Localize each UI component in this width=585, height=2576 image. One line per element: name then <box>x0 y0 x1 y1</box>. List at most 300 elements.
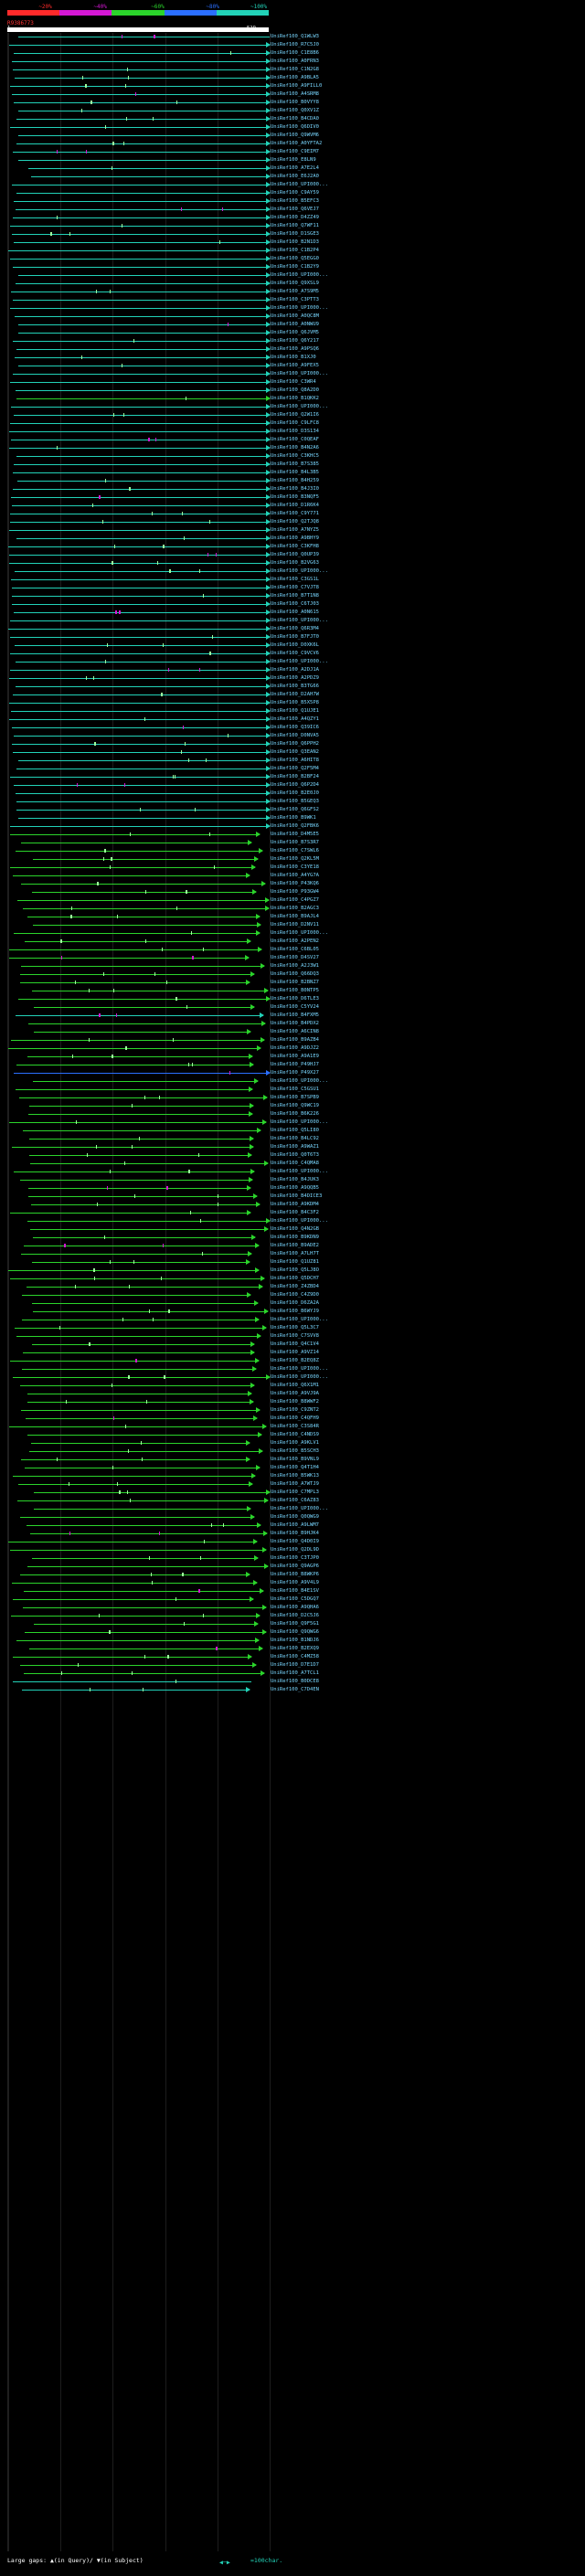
subject-label[interactable]: UniRef100_C3GS1L <box>271 577 319 582</box>
hit-row[interactable] <box>8 970 270 979</box>
subject-label[interactable]: UniRef100_Z4ZBD4 <box>271 1284 319 1289</box>
subject-label[interactable]: UniRef100_B9VNL9 <box>271 1457 319 1462</box>
subject-label[interactable]: UniRef100_B2BNZ7 <box>271 980 319 985</box>
hit-row[interactable] <box>8 1044 270 1053</box>
subject-label[interactable]: UniRef100_B2AGC3 <box>271 906 319 911</box>
hit-row[interactable] <box>8 1653 270 1661</box>
subject-label[interactable]: UniRef100_P93GW4 <box>271 889 319 895</box>
hit-row[interactable] <box>8 58 270 66</box>
hit-row[interactable] <box>8 1316 270 1324</box>
hit-row[interactable] <box>8 1291 270 1299</box>
subject-label[interactable]: UniRef100_C9ZNT2 <box>271 1407 319 1413</box>
subject-label[interactable]: UniRef100_Q9WC19 <box>271 1103 319 1108</box>
hit-row[interactable] <box>8 428 270 436</box>
hit-row[interactable] <box>8 526 270 535</box>
hit-row[interactable] <box>8 436 270 444</box>
hit-row[interactable] <box>8 1275 270 1283</box>
subject-label[interactable]: UniRef100_Q39IC6 <box>271 725 319 730</box>
subject-label[interactable]: UniRef100_Q8A2D0 <box>271 387 319 393</box>
subject-label[interactable]: UniRef100_B2EQ8Z <box>271 1358 319 1363</box>
subject-label[interactable]: UniRef100_A9PSQ6 <box>271 346 319 352</box>
hit-row[interactable] <box>8 173 270 181</box>
subject-label[interactable]: UniRef100_B4FXM5 <box>271 1012 319 1018</box>
subject-label[interactable]: UniRef100_A9KLV1 <box>271 1440 319 1446</box>
hit-row[interactable] <box>8 1012 270 1020</box>
subject-label[interactable]: UniRef100_A6HIT8 <box>271 758 319 763</box>
hit-row[interactable] <box>8 600 270 609</box>
subject-label[interactable]: UniRef100_Q2DL9D <box>271 1547 319 1553</box>
subject-label[interactable]: UniRef100_B4LC92 <box>271 1136 319 1141</box>
subject-label[interactable]: UniRef100_A0FRN3 <box>271 58 319 64</box>
hit-row[interactable] <box>8 403 270 411</box>
hit-row[interactable] <box>8 140 270 148</box>
hit-row[interactable] <box>8 1357 270 1365</box>
hit-row[interactable] <box>8 773 270 781</box>
hit-row[interactable] <box>8 1341 270 1349</box>
hit-row[interactable] <box>8 395 270 403</box>
hit-row[interactable] <box>8 839 270 847</box>
subject-label[interactable]: UniRef100_C4Z9D0 <box>271 1292 319 1298</box>
subject-label[interactable]: UniRef100_C1E8B6 <box>271 50 319 56</box>
hit-row[interactable] <box>8 987 270 995</box>
hit-row[interactable] <box>8 946 270 954</box>
hit-row[interactable] <box>8 929 270 938</box>
hit-row[interactable] <box>8 880 270 888</box>
subject-label[interactable]: UniRef100_B6WYJ9 <box>271 1309 319 1314</box>
hit-row[interactable] <box>8 296 270 304</box>
hit-row[interactable] <box>8 1094 270 1102</box>
subject-label[interactable]: UniRef100_D6ZA2A <box>271 1300 319 1306</box>
subject-label[interactable]: UniRef100_UPI000... <box>271 930 328 936</box>
subject-label[interactable]: UniRef100_Q2W1I6 <box>271 412 319 418</box>
subject-label[interactable]: UniRef100_B3TG66 <box>271 684 319 689</box>
hit-row[interactable] <box>8 444 270 452</box>
hit-row[interactable] <box>8 164 270 173</box>
subject-label[interactable]: UniRef100_UPI000... <box>271 1078 328 1084</box>
hit-row[interactable] <box>8 617 270 625</box>
hit-row[interactable] <box>8 864 270 872</box>
hit-row[interactable] <box>8 831 270 839</box>
subject-label[interactable]: UniRef100_A9BLA5 <box>271 75 319 80</box>
subject-label[interactable]: UniRef100_B2EXQ9 <box>271 1646 319 1651</box>
hit-row[interactable] <box>8 247 270 255</box>
hit-row[interactable] <box>8 1464 270 1472</box>
hit-row[interactable] <box>8 271 270 280</box>
hit-row[interactable] <box>8 411 270 419</box>
hit-row[interactable] <box>8 765 270 773</box>
hit-row[interactable] <box>8 1546 270 1554</box>
subject-label[interactable]: UniRef100_C1B2P4 <box>271 248 319 253</box>
subject-label[interactable]: UniRef100_Q9WVM6 <box>271 133 319 138</box>
hit-row[interactable] <box>8 1168 270 1176</box>
subject-label[interactable]: UniRef100_UPI000... <box>271 618 328 623</box>
hit-row[interactable] <box>8 321 270 329</box>
subject-label[interactable]: UniRef100_A0N615 <box>271 610 319 615</box>
subject-label[interactable]: UniRef100_B3NQF5 <box>271 494 319 500</box>
hit-row[interactable] <box>8 1135 270 1143</box>
hit-row[interactable] <box>8 1003 270 1012</box>
hit-row[interactable] <box>8 1283 270 1291</box>
hit-row[interactable] <box>8 502 270 510</box>
hit-row[interactable] <box>8 921 270 929</box>
subject-label[interactable]: UniRef100_Q9F5G1 <box>271 1621 319 1627</box>
hit-row[interactable] <box>8 304 270 313</box>
hit-row[interactable] <box>8 962 270 970</box>
hit-row[interactable] <box>8 1628 270 1637</box>
subject-label[interactable]: UniRef100_B4H259 <box>271 478 319 483</box>
subject-label[interactable]: UniRef100_C4QFH9 <box>271 1415 319 1421</box>
hit-row[interactable] <box>8 1176 270 1184</box>
subject-label[interactable]: UniRef100_C9Y771 <box>271 511 319 516</box>
hit-row[interactable] <box>8 1538 270 1546</box>
hit-row[interactable] <box>8 1398 270 1406</box>
subject-label[interactable]: UniRef100_A7TCL1 <box>271 1670 319 1676</box>
hit-row[interactable] <box>8 913 270 921</box>
subject-label[interactable]: UniRef100_P49X27 <box>271 1070 319 1076</box>
hit-row[interactable] <box>8 567 270 576</box>
hit-row[interactable] <box>8 1620 270 1628</box>
hit-row[interactable] <box>8 1637 270 1645</box>
subject-label[interactable]: UniRef100_A9VJ9A <box>271 1391 319 1396</box>
subject-label[interactable]: UniRef100_C6BL05 <box>271 947 319 952</box>
subject-label[interactable]: UniRef100_B8WKP6 <box>271 1572 319 1577</box>
subject-label[interactable]: UniRef100_Q2KL5M <box>271 856 319 862</box>
hit-row[interactable] <box>8 1604 270 1612</box>
subject-label[interactable]: UniRef100_Q0QWG9 <box>271 1514 319 1520</box>
hit-row[interactable] <box>8 49 270 58</box>
hit-row[interactable] <box>8 1077 270 1086</box>
hit-row[interactable] <box>8 954 270 962</box>
subject-label[interactable]: UniRef100_A7S9M5 <box>271 289 319 294</box>
hit-row[interactable] <box>8 239 270 247</box>
subject-label[interactable]: UniRef100_Q6P2D4 <box>271 782 319 788</box>
subject-label[interactable]: UniRef100_A9BHY9 <box>271 535 319 541</box>
hit-row[interactable] <box>8 1118 270 1127</box>
subject-label[interactable]: UniRef100_C7MPL3 <box>271 1489 319 1495</box>
subject-label[interactable]: UniRef100_C7SVV8 <box>271 1333 319 1339</box>
subject-label[interactable]: UniRef100_P49HJ7 <box>271 1062 319 1067</box>
subject-label[interactable]: UniRef100_D1R6K4 <box>271 503 319 508</box>
hit-row[interactable] <box>8 650 270 658</box>
hit-row[interactable] <box>8 822 270 831</box>
hit-row[interactable] <box>8 1217 270 1225</box>
subject-label[interactable]: UniRef100_D2AH7W <box>271 692 319 697</box>
subject-label[interactable]: UniRef100_A0NWU9 <box>271 322 319 327</box>
hit-row[interactable] <box>8 1587 270 1595</box>
subject-label[interactable]: UniRef100_A7WTJ9 <box>271 1481 319 1487</box>
hit-row[interactable] <box>8 378 270 387</box>
hit-row[interactable] <box>8 41 270 49</box>
hit-row[interactable] <box>8 1242 270 1250</box>
subject-label[interactable]: UniRef100_A4SRM8 <box>271 91 319 97</box>
subject-label[interactable]: UniRef100_UPI000... <box>271 371 328 376</box>
subject-label[interactable]: UniRef100_D2C5J6 <box>271 1613 319 1618</box>
hit-row[interactable] <box>8 206 270 214</box>
subject-label[interactable]: UniRef100_B0DCE8 <box>271 1679 319 1684</box>
hit-row[interactable] <box>8 1513 270 1521</box>
subject-label[interactable]: UniRef100_A2PDZ9 <box>271 675 319 681</box>
subject-label[interactable]: UniRef100_P43KQ6 <box>271 881 319 886</box>
subject-label[interactable]: UniRef100_UPI000... <box>271 1119 328 1125</box>
hit-row[interactable] <box>8 781 270 790</box>
hit-row[interactable] <box>8 641 270 650</box>
hit-row[interactable] <box>8 1686 270 1694</box>
hit-row[interactable] <box>8 1110 270 1118</box>
subject-label[interactable]: UniRef100_A9LWM7 <box>271 1522 319 1528</box>
subject-label[interactable]: UniRef100_Q9QWG6 <box>271 1629 319 1635</box>
hit-row[interactable] <box>8 938 270 946</box>
hit-row[interactable] <box>8 872 270 880</box>
hit-row[interactable] <box>8 584 270 592</box>
subject-label[interactable]: UniRef100_B1XJ0 <box>271 355 316 360</box>
hit-row[interactable] <box>8 518 270 526</box>
hit-row[interactable] <box>8 1028 270 1036</box>
hit-row[interactable] <box>8 1258 270 1267</box>
hit-row[interactable] <box>8 1423 270 1431</box>
subject-label[interactable]: UniRef100_B2VG63 <box>271 560 319 566</box>
subject-label[interactable]: UniRef100_C9EIM7 <box>271 149 319 154</box>
subject-label[interactable]: UniRef100_A2J3W1 <box>271 963 319 969</box>
hit-row[interactable] <box>8 1382 270 1390</box>
subject-label[interactable]: UniRef100_Q0XV1Z <box>271 108 319 113</box>
hit-row[interactable] <box>8 156 270 164</box>
hit-row[interactable] <box>8 477 270 485</box>
subject-label[interactable]: UniRef100_Q6DIV0 <box>271 124 319 130</box>
hit-row[interactable] <box>8 419 270 428</box>
hit-row[interactable] <box>8 1250 270 1258</box>
subject-label[interactable]: UniRef100_B2E0J0 <box>271 790 319 796</box>
hit-row[interactable] <box>8 1193 270 1201</box>
subject-label[interactable]: UniRef100_Q6Y217 <box>271 338 319 344</box>
subject-label[interactable]: UniRef100_B4DICE3 <box>271 1193 323 1199</box>
subject-label[interactable]: UniRef100_UPI000... <box>271 1374 328 1380</box>
hit-row[interactable] <box>8 1554 270 1563</box>
hit-row[interactable] <box>8 1595 270 1604</box>
subject-label[interactable]: UniRef100_B4C3F2 <box>271 1210 319 1215</box>
subject-label[interactable]: UniRef100_Q6JVM5 <box>271 330 319 335</box>
hit-row[interactable] <box>8 370 270 378</box>
subject-label[interactable]: UniRef100_Q5DCH7 <box>271 1276 319 1281</box>
hit-row[interactable] <box>8 724 270 732</box>
hit-row[interactable] <box>8 748 270 757</box>
hit-row[interactable] <box>8 1571 270 1579</box>
subject-label[interactable]: UniRef100_UPI000... <box>271 272 328 278</box>
subject-label[interactable]: UniRef100_A9A1E9 <box>271 1054 319 1059</box>
hit-row[interactable] <box>8 732 270 740</box>
subject-label[interactable]: UniRef100_D3S134 <box>271 429 319 434</box>
hit-row[interactable] <box>8 329 270 337</box>
subject-label[interactable]: UniRef100_C0QEAF <box>271 437 319 442</box>
hit-row[interactable] <box>8 699 270 707</box>
subject-label[interactable]: UniRef100_C3PTT3 <box>271 297 319 302</box>
subject-label[interactable]: UniRef100_Q9XSL9 <box>271 281 319 286</box>
subject-label[interactable]: UniRef100_C3KHC5 <box>271 453 319 459</box>
subject-label[interactable]: UniRef100_Q4T1H4 <box>271 1465 319 1470</box>
subject-label[interactable]: UniRef100_E8LN9 <box>271 157 316 163</box>
subject-label[interactable]: UniRef100_UPI000... <box>271 305 328 311</box>
subject-label[interactable]: UniRef100_A4QZY1 <box>271 716 319 722</box>
hit-row[interactable] <box>8 1661 270 1670</box>
subject-label[interactable]: UniRef100_C3TJP0 <box>271 1555 319 1561</box>
hit-row[interactable] <box>8 461 270 469</box>
subject-label[interactable]: UniRef100_Q3EAN2 <box>271 749 319 755</box>
subject-label[interactable]: UniRef100_Q1WLW3 <box>271 34 319 39</box>
hit-row[interactable] <box>8 576 270 584</box>
hit-row[interactable] <box>8 1061 270 1069</box>
subject-label[interactable]: UniRef100_D1SGE3 <box>271 231 319 237</box>
subject-label[interactable]: UniRef100_UPI000... <box>271 1218 328 1224</box>
subject-label[interactable]: UniRef100_D4SV27 <box>271 955 319 960</box>
hit-row[interactable] <box>8 790 270 798</box>
subject-label[interactable]: UniRef100_B9ADE2 <box>271 1243 319 1248</box>
hit-row[interactable] <box>8 1489 270 1497</box>
subject-label[interactable]: UniRef100_B7FJT0 <box>271 634 319 640</box>
hit-row[interactable] <box>8 1505 270 1513</box>
subject-label[interactable]: UniRef100_C3KFH8 <box>271 544 319 549</box>
hit-row[interactable] <box>8 1036 270 1044</box>
hit-row[interactable] <box>8 855 270 864</box>
hit-row[interactable] <box>8 1415 270 1423</box>
hit-row[interactable] <box>8 995 270 1003</box>
subject-label[interactable]: UniRef100_C1N2G8 <box>271 67 319 72</box>
hit-row[interactable] <box>8 1406 270 1415</box>
hit-row[interactable] <box>8 510 270 518</box>
subject-label[interactable]: UniRef100_Q66DQ3 <box>271 971 319 977</box>
hit-row[interactable] <box>8 337 270 345</box>
subject-label[interactable]: UniRef100_B7T1N8 <box>271 593 319 599</box>
subject-label[interactable]: UniRef100_C1B2Y9 <box>271 264 319 270</box>
subject-label[interactable]: UniRef100_Q4C1V4 <box>271 1341 319 1347</box>
hit-row[interactable] <box>8 609 270 617</box>
hit-row[interactable] <box>8 625 270 633</box>
subject-label[interactable]: UniRef100_B2BF24 <box>271 774 319 779</box>
subject-label[interactable]: UniRef100_UPI000... <box>271 1366 328 1372</box>
subject-label[interactable]: UniRef100_C9AY59 <box>271 190 319 196</box>
hit-row[interactable] <box>8 592 270 600</box>
hit-row[interactable] <box>8 1390 270 1398</box>
hit-row[interactable] <box>8 1299 270 1308</box>
subject-label[interactable]: UniRef100_C5DGQ7 <box>271 1596 319 1602</box>
subject-label[interactable]: UniRef100_A9DJZ2 <box>271 1045 319 1051</box>
hit-row[interactable] <box>8 1151 270 1160</box>
subject-label[interactable]: UniRef100_B0NTP5 <box>271 988 319 993</box>
hit-row[interactable] <box>8 757 270 765</box>
subject-label[interactable]: UniRef100_A7E2L4 <box>271 165 319 171</box>
subject-label[interactable]: UniRef100_D6TLE3 <box>271 996 319 1002</box>
subject-label[interactable]: UniRef100_UPI000... <box>271 659 328 664</box>
subject-label[interactable]: UniRef100_A4YG7A <box>271 873 319 878</box>
hit-row[interactable] <box>8 1645 270 1653</box>
subject-label[interactable]: UniRef100_A0QC8M <box>271 313 319 319</box>
hit-row[interactable] <box>8 1431 270 1439</box>
subject-label[interactable]: UniRef100_B2N1D3 <box>271 239 319 245</box>
hit-row[interactable] <box>8 1069 270 1077</box>
subject-label[interactable]: UniRef100_C3S84R <box>271 1424 319 1429</box>
hit-row[interactable] <box>8 148 270 156</box>
hit-row[interactable] <box>8 1579 270 1587</box>
subject-label[interactable]: UniRef100_B7S3R7 <box>271 840 319 845</box>
hit-row[interactable] <box>8 896 270 905</box>
subject-label[interactable]: UniRef100_A6CIN8 <box>271 1029 319 1034</box>
hit-row[interactable] <box>8 1086 270 1094</box>
subject-label[interactable]: UniRef100_B1QKK2 <box>271 396 319 401</box>
subject-label[interactable]: UniRef100_Q5EGG0 <box>271 256 319 261</box>
hit-row[interactable] <box>8 707 270 716</box>
subject-label[interactable]: UniRef100_A9FILL0 <box>271 83 323 89</box>
hit-row[interactable] <box>8 666 270 674</box>
hit-row[interactable] <box>8 74 270 82</box>
subject-label[interactable]: UniRef100_C9VCV6 <box>271 651 319 656</box>
hit-row[interactable] <box>8 1530 270 1538</box>
subject-label[interactable]: UniRef100_Q5LJ8O <box>271 1267 319 1273</box>
hit-row[interactable] <box>8 559 270 567</box>
subject-label[interactable]: UniRef100_Q4D0I9 <box>271 1539 319 1544</box>
subject-label[interactable]: UniRef100_A9KDM4 <box>271 1202 319 1207</box>
subject-label[interactable]: UniRef100_B5GEQ3 <box>271 799 319 804</box>
subject-label[interactable]: UniRef100_Q4N2GB <box>271 1226 319 1232</box>
subject-label[interactable]: UniRef100_Q0T6T3 <box>271 1152 319 1158</box>
hit-row[interactable] <box>8 814 270 822</box>
hit-row[interactable] <box>8 469 270 477</box>
hit-row[interactable] <box>8 691 270 699</box>
subject-label[interactable]: UniRef100_UPI000... <box>271 568 328 574</box>
hit-row[interactable] <box>8 1143 270 1151</box>
subject-label[interactable]: UniRef100_A0YFTA2 <box>271 141 323 146</box>
subject-label[interactable]: UniRef100_C4MZ58 <box>271 1654 319 1659</box>
hit-row[interactable] <box>8 362 270 370</box>
subject-label[interactable]: UniRef100_C9LFC8 <box>271 420 319 426</box>
subject-label[interactable]: UniRef100_B1NDJ6 <box>271 1638 319 1643</box>
hit-row[interactable] <box>8 1209 270 1217</box>
subject-label[interactable]: UniRef100_C7SWL6 <box>271 848 319 853</box>
hit-row[interactable] <box>8 181 270 189</box>
hit-row[interactable] <box>8 1234 270 1242</box>
subject-label[interactable]: UniRef100_A2DJ1A <box>271 667 319 673</box>
subject-label[interactable]: UniRef100_C4PGZ7 <box>271 897 319 903</box>
hit-row[interactable] <box>8 263 270 271</box>
hit-row[interactable] <box>8 535 270 543</box>
subject-label[interactable]: UniRef100_UPI000... <box>271 1169 328 1174</box>
hit-row[interactable] <box>8 345 270 354</box>
subject-label[interactable]: UniRef100_Q9AGP6 <box>271 1564 319 1569</box>
hit-row[interactable] <box>8 1160 270 1168</box>
subject-label[interactable]: UniRef100_Q1UZ81 <box>271 1259 319 1265</box>
subject-label[interactable]: UniRef100_B4PDX2 <box>271 1021 319 1026</box>
subject-label[interactable]: UniRef100_D0XK6L <box>271 642 319 648</box>
hit-row[interactable] <box>8 1670 270 1678</box>
subject-label[interactable]: UniRef100_Q2F5M4 <box>271 766 319 771</box>
subject-label[interactable]: UniRef100_Q1UJE1 <box>271 708 319 714</box>
hit-row[interactable] <box>8 1447 270 1456</box>
hit-row[interactable] <box>8 452 270 461</box>
subject-label[interactable]: UniRef100_UPI000... <box>271 1317 328 1322</box>
hit-row[interactable] <box>8 888 270 896</box>
subject-label[interactable]: UniRef100_D4M5E5 <box>271 832 319 837</box>
hit-row[interactable] <box>8 222 270 230</box>
hit-row[interactable] <box>8 115 270 123</box>
subject-label[interactable]: UniRef100_R7C5J0 <box>271 42 319 48</box>
hit-row[interactable] <box>8 905 270 913</box>
hit-row[interactable] <box>8 1612 270 1620</box>
subject-label[interactable]: UniRef100_A7NYZ5 <box>271 527 319 533</box>
subject-label[interactable]: UniRef100_A9QHA6 <box>271 1605 319 1610</box>
subject-label[interactable]: UniRef100_A7LH7T <box>271 1251 319 1256</box>
subject-label[interactable]: UniRef100_D4ZZ49 <box>271 215 319 220</box>
subject-label[interactable]: UniRef100_Q6PPH2 <box>271 741 319 747</box>
hit-row[interactable] <box>8 1201 270 1209</box>
hit-row[interactable] <box>8 1365 270 1373</box>
hit-row[interactable] <box>8 66 270 74</box>
